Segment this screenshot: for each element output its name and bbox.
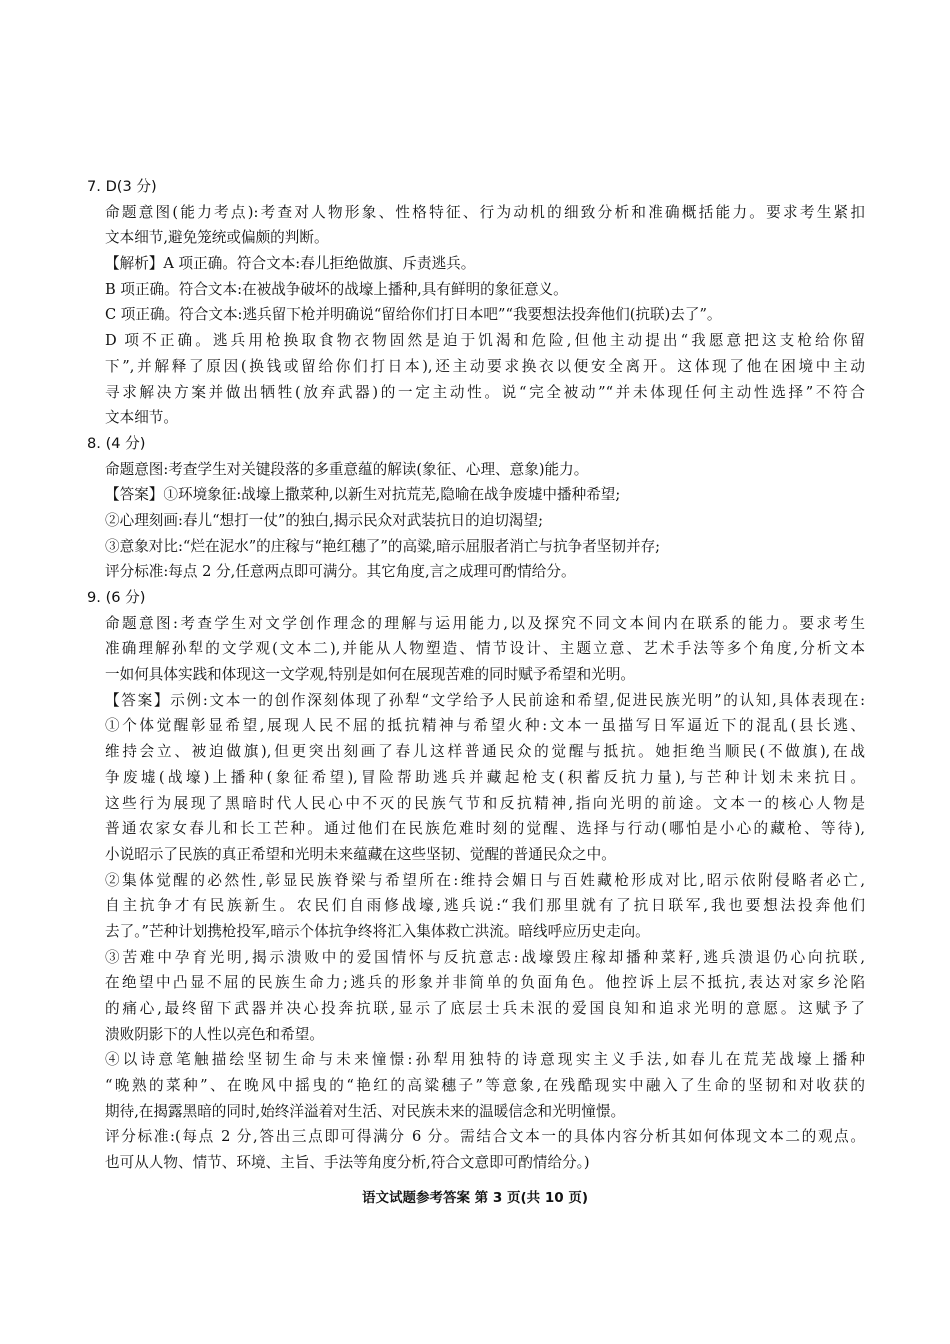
q9-point-1-line: 争废墟(战壕)上播种(象征希望),冒险帮助逃兵并藏起枪支(积蓄反抗力量),与芒种计划未来抗日。 — [105, 768, 865, 786]
q9-point-3-line: 溃败阴影下的人性以亮色和希望。 — [105, 1025, 324, 1043]
q9-header: 9. (6 分) — [87, 589, 146, 606]
q9-point-1-line: 普通农家女春儿和长工芒种。通过他们在民族危难时刻的觉醒、选择与行动(哪怕是小心的藏枪、等待), — [105, 820, 865, 838]
q8-answer-line: ③意象对比:“烂在泥水”的庄稼与“艳红穗了”的高粱,暗示屈服者消亡与抗争者坚韧并存; — [105, 537, 661, 555]
q9-point-1-line: 小说昭示了民族的真正希望和光明未来蕴藏在这些坚韧、觉醒的普通民众之中。 — [105, 845, 616, 863]
q9-intent-line: 命题意图:考查学生对文学创作理念的理解与运用能力,以及探究不同文本间内在联系的能力。要求考生 — [105, 614, 865, 632]
q7-intent-line: 命题意图(能力考点):考查对人物形象、性格特征、行为动机的细致分析和准确概括能力。要求考生紧扣 — [105, 203, 865, 221]
page-footer: 语文试题参考答案 第 3 页(共 10 页) — [361, 1190, 589, 1206]
q9-point-1-line: ①个体觉醒彰显希望,展现人民不屈的抵抗精神与希望火种:文本一虽描写日军逼近下的混乱(县长逃、 — [105, 717, 865, 735]
q7-intent-line: 文本细节,避免笼统或偏颇的判断。 — [105, 229, 329, 247]
q7-option-a: 【解析】A 项正确。符合文本:春儿拒绝做旗、斥责逃兵。 — [105, 255, 476, 273]
q7-option-d-line: 文本细节。 — [105, 409, 178, 427]
q9-intent-line: 准确理解孙犁的文学观(文本二),并能从人物塑造、情节设计、主题立意、艺术手法等多个角度,分析文本 — [105, 640, 865, 658]
q9-point-3-line: ③苦难中孕育光明,揭示溃败中的爱国情怀与反抗意志:战壕毁庄稼却播种菜籽,逃兵溃退仍心向抗联, — [105, 948, 865, 966]
q9-point-1-line: 维持会立、被迫做旗),但更突出刻画了春儿这样普通民众的觉醒与抵抗。她拒绝当顺民(不做旗),在战 — [105, 743, 865, 761]
q9-point-2-line: 去了。”芒种计划携枪投军,暗示个体抗争终将汇入集体救亡洪流。暗线呼应历史走向。 — [105, 922, 650, 940]
q9-point-2-line: ②集体觉醒的必然性,彰显民族脊梁与希望所在:维持会媚日与百姓藏枪形成对比,昭示依附侵略者必亡, — [105, 871, 865, 889]
answer-page-body — [87, 174, 865, 1176]
q9-point-4-line: 期待,在揭露黑暗的同时,始终洋溢着对生活、对民族未来的温暖信念和光明憧憬。 — [105, 1102, 626, 1120]
q9-intent-line: 一如何具体实践和体现这一文学观,特别是如何在展现苦难的同时赋予希望和光明。 — [105, 666, 636, 684]
q7-option-c: C 项正确。符合文本:逃兵留下枪并明确说“留给你们打日本吧”“我要想法投奔他们(抗联)去了”。 — [105, 306, 722, 324]
q8-answer-line: 【答案】①环境象征:战壕上撒菜种,以新生对抗荒芜,隐喻在战争废墟中播种希望; — [105, 486, 621, 504]
q8-intent: 命题意图:考查学生对关键段落的多重意蕴的解读(象征、心理、意象)能力。 — [105, 460, 589, 478]
q7-option-d-line: 下”,并解释了原因(换钱或留给你们打日本),还主动要求换衣以便安全离开。这体现了他在困境中主动 — [105, 357, 865, 375]
q9-point-4-line: ④以诗意笔触描绘坚韧生命与未来憧憬:孙犁用独特的诗意现实主义手法,如春儿在荒芜战壕上播种 — [105, 1051, 865, 1069]
q7-header: 7. D(3 分) — [87, 178, 157, 195]
q9-scoring-line: 也可从人物、情节、环境、主旨、手法等角度分析,符合文意即可酌情给分。) — [105, 1154, 590, 1172]
q7-option-d-line: 寻求解决方案并做出牺牲(放弃武器)的一定主动性。说“完全被动”“并未体现任何主动性选择”不符合 — [105, 383, 865, 401]
q8-header: 8. (4 分) — [87, 434, 146, 452]
q9-point-2-line: 自主抗争才有民族新生。农民们自雨修战壕,逃兵说:“我们那里就有了抗日联军,我也要想法投奔他们 — [105, 897, 865, 915]
q9-scoring-line: 评分标准:(每点 2 分,答出三点即可得满分 6 分。需结合文本一的具体内容分析其如何体现文本二的观点。 — [105, 1128, 865, 1146]
q9-point-4-line: “晚熟的菜种”、在晚风中摇曳的“艳红的高粱穗子”等意象,在残酷现实中融入了生命的坚韧和对收获的 — [105, 1077, 865, 1095]
q8-answer-line: ②心理刻画:春儿“想打一仗”的独白,揭示民众对武装抗日的迫切渴望; — [105, 511, 544, 529]
q9-point-3-line: 在绝望中凸显不屈的民族生命力;逃兵的形象并非简单的负面角色。他控诉上层不抵抗,表达对家乡沦陷 — [105, 974, 865, 992]
q7-option-b: B 项正确。符合文本:在被战争破坏的战壕上播种,具有鲜明的象征意义。 — [105, 280, 568, 298]
q8-scoring: 评分标准:每点 2 分,任意两点即可满分。其它角度,言之成理可酌情给分。 — [105, 563, 576, 581]
q9-point-3-line: 的痛心,最终留下武器并决心投奔抗联,显示了底层士兵未泯的爱国良知和追求光明的意愿。这赋予了 — [105, 1000, 865, 1017]
q9-point-1-line: 这些行为展现了黑暗时代人民心中不灭的民族气节和反抗精神,指向光明的前途。文本一的核心人物是 — [105, 794, 865, 812]
q7-option-d-line: D 项不正确。逃兵用枪换取食物衣物固然是迫于饥渴和危险,但他主动提出“我愿意把这支枪给你留 — [105, 332, 865, 350]
q9-answer-intro: 【答案】示例:文本一的创作深刻体现了孙犁“文学给予人民前途和希望,促进民族光明”的认知,具体表现在: — [105, 691, 865, 709]
